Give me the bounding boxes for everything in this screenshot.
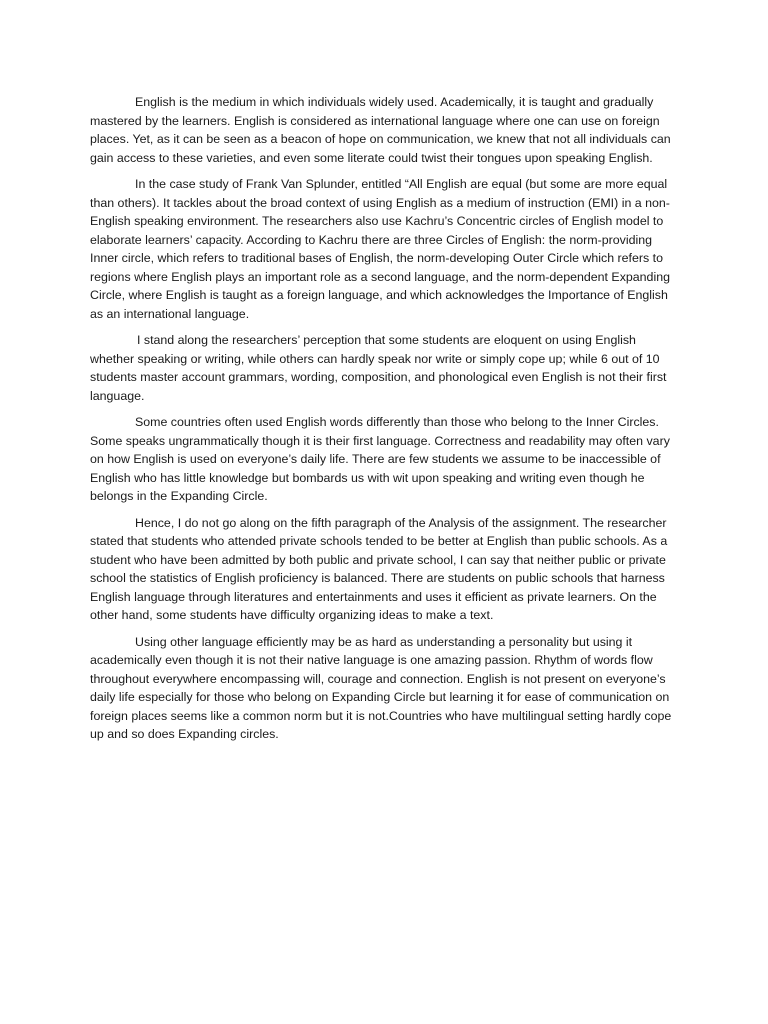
paragraph-2: In the case study of Frank Van Splunder, entitled “All English are equal (but some are more equal than others). It tackles about the broad context of using English as a medium of instruction (EMI) in a non-English speaking environment. The researchers also use Kachru’s Concentric circles of English model to elaborate learners’ capacity. According to Kachru there are three Circles of English: the norm-providing Inner circle, which refers to traditional bases of English, the norm-developing Outer Circle which refers to regions where English plays an important role as a second language, and the norm-dependent Expanding Circle, where English is taught as a foreign language, and which acknowledges the Importance of English as an international language. bbox=[90, 177, 670, 321]
paragraph-3: I stand along the researchers’ perception that some students are eloquent on using English whether speaking or writing, while others can hardly speak nor write or simply cope up; while 6 out of 10 students master account grammars, wording, composition, and phonological even English is not their first language. bbox=[90, 333, 667, 403]
paragraph-6: Using other language efficiently may be as hard as understanding a personality but using it academically even though it is not their native language is one amazing passion. Rhythm of words flow throughout everywhere encompassing will, courage and connection. English is not present on everyone’s daily life especially for those who belong on Expanding Circle but learning it for ease of communication on foreign places seems like a common norm but it is not.Countries who have multilingual setting hardly cope up and so does Expanding circles. bbox=[90, 634, 672, 741]
document-body bbox=[90, 93, 680, 752]
paragraph-5: Hence, I do not go along on the fifth paragraph of the Analysis of the assignment. The researcher stated that students who attended private schools tended to be better at English than public schools. As a student who have been admitted by both public and private school, I can say that neither public or private school the statistics of English proficiency is balanced. There are students on public schools that harness English language through literatures and entertainments and uses it efficient as private learners. On the other hand, some students have difficulty organizing ideas to make a text. bbox=[90, 515, 668, 622]
paragraph-4: Some countries often used English words differently than those who belong to the Inner Circles. Some speaks ungrammatically though it is their first language. Correctness and readability may often vary on how English is used on everyone’s daily life. There are few students we assume to be inaccessible of English who has little knowledge but bombards us with wit upon speaking and writing even though he belongs in the Expanding Circle. bbox=[90, 415, 670, 503]
paragraph-1: English is the medium in which individuals widely used. Academically, it is taught and gradually mastered by the learners. English is considered as international language where one can use on foreign places. Yet, as it can be seen as a beacon of hope on communication, we knew that not all individuals can gain access to these varieties, and even some literate could twist their tongues upon speaking English. bbox=[90, 95, 671, 165]
